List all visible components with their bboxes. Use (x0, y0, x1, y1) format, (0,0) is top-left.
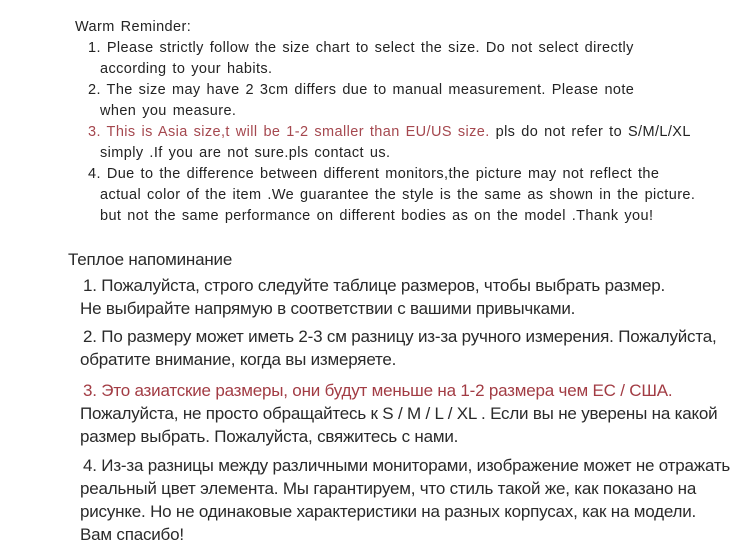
russian-title: Теплое напоминание (68, 250, 233, 269)
russian-item-1-line-1: 1. Пожалуйста, строго следуйте таблице размеров, чтобы выбрать размер. (83, 276, 666, 295)
russian-paragraph-3 (68, 379, 730, 448)
russian-paragraph-4 (68, 454, 730, 546)
russian-item-3-line-2: Пожалуйста, не просто обращайтесь к S / M / L / XL . Если вы не уверены на какой (80, 404, 718, 423)
english-warm-reminder-section (75, 17, 695, 227)
english-item-3-black-text: pls do not refer to S/M/L/XL (489, 124, 691, 140)
english-item-3-line-2: simply .If you are not sure.pls contact us. (100, 145, 391, 161)
english-item-4-line-3: but not the same performance on different bodies as on the model .Thank you! (100, 208, 654, 224)
russian-paragraph-2 (68, 325, 730, 371)
english-item-1-line-2: according to your habits. (100, 61, 273, 77)
english-item-4-line-1: 4. Due to the difference between different monitors,the picture may not reflect the (88, 166, 660, 182)
english-item-3-line-1 (88, 122, 695, 143)
russian-item-4-line-4: Вам спасибо! (80, 525, 184, 544)
russian-paragraph-1 (68, 274, 730, 320)
english-item-1-line-1: 1. Please strictly follow the size chart to select the size. Do not select directly (88, 40, 634, 56)
russian-item-4-line-2: реальный цвет элемента. Мы гарантируем, что стиль такой же, как показано на (80, 479, 697, 498)
russian-item-4-line-3: рисунке. Но не одинаковые характеристики на разных корпусах, как на модели. (80, 502, 697, 521)
russian-item-4-line-1: 4. Из-за разницы между различными мониторами, изображение может не отражать (83, 456, 731, 475)
russian-item-2-line-2: обратите внимание, когда вы измеряете. (80, 350, 397, 369)
english-item-2-line-2: when you measure. (100, 103, 237, 119)
russian-item-3-line-3: размер выбрать. Пожалуйста, свяжитесь с нами. (80, 427, 459, 446)
russian-item-2-line-1: 2. По размеру может иметь 2-3 см разницу из-за ручного измерения. Пожалуйста, (83, 327, 717, 346)
russian-item-1-line-2: Не выбирайте напрямую в соответствии с вашими привычками. (80, 299, 576, 318)
english-item-4-line-2: actual color of the item .We guarantee the style is the same as shown in the picture. (100, 187, 696, 203)
russian-item-3-red-line: 3. Это азиатские размеры, они будут меньше на 1-2 размера чем ЕС / США. (83, 381, 673, 400)
english-item-3-red-text: 3. This is Asia size,t will be 1-2 smaller than EU/US size. (88, 124, 490, 140)
russian-warm-reminder-section (68, 248, 730, 546)
english-title: Warm Reminder: (75, 19, 192, 35)
english-item-2-line-1: 2. The size may have 2 3cm differs due to manual measurement. Please note (88, 82, 635, 98)
